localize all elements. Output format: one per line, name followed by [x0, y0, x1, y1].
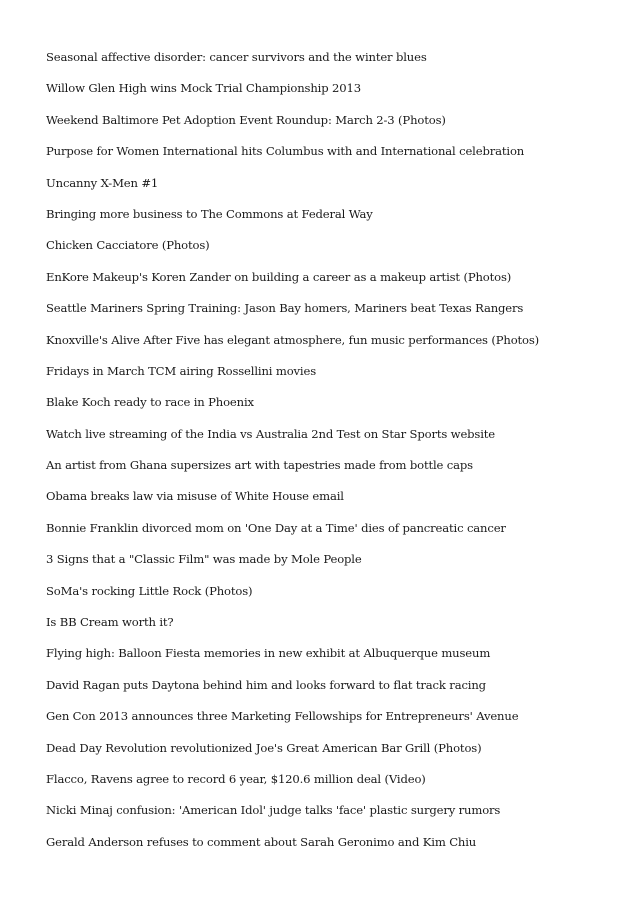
headline-item: Knoxville's Alive After Five has elegant atmosphere, fun music performances (Photos) — [46, 332, 540, 347]
headline-item: Flying high: Balloon Fiesta memories in new exhibit at Albuquerque museum — [46, 646, 491, 661]
headline-item: Bringing more business to The Commons at Federal Way — [46, 206, 373, 221]
headline-item: EnKore Makeup's Koren Zander on building a career as a makeup artist (Photos) — [46, 269, 512, 284]
headline-item: Seattle Mariners Spring Training: Jason Bay homers, Mariners beat Texas Rangers — [46, 301, 524, 316]
headline-item: Is BB Cream worth it? — [46, 615, 174, 630]
headline-item: Blake Koch ready to race in Phoenix — [46, 395, 254, 410]
headline-item: David Ragan puts Daytona behind him and looks forward to flat track racing — [46, 677, 486, 692]
headline-item: Watch live streaming of the India vs Australia 2nd Test on Star Sports website — [46, 426, 496, 441]
headline-item: Gerald Anderson refuses to comment about Sarah Geronimo and Kim Chiu — [46, 834, 477, 849]
headline-item: Chicken Cacciatore (Photos) — [46, 238, 210, 253]
headline-item: Willow Glen High wins Mock Trial Championship 2013 — [46, 81, 361, 96]
headline-item: Fridays in March TCM airing Rossellini movies — [46, 363, 316, 378]
headline-item: Purpose for Women International hits Columbus with and International celebration — [46, 144, 525, 159]
headline-item: Uncanny X-Men #1 — [46, 175, 159, 190]
headline-item: An artist from Ghana supersizes art with tapestries made from bottle caps — [46, 458, 473, 473]
headline-item: Flacco, Ravens agree to record 6 year, $120.6 million deal (Video) — [46, 771, 426, 786]
headline-item: SoMa's rocking Little Rock (Photos) — [46, 583, 253, 598]
headline-item: Obama breaks law via misuse of White House email — [46, 489, 344, 504]
headline-item: Bonnie Franklin divorced mom on 'One Day at a Time' dies of pancreatic cancer — [46, 520, 506, 535]
headline-item: Weekend Baltimore Pet Adoption Event Roundup: March 2-3 (Photos) — [46, 112, 446, 127]
headline-item: 3 Signs that a "Classic Film" was made by Mole People — [46, 552, 362, 567]
headline-item: Gen Con 2013 announces three Marketing Fellowships for Entrepreneurs' Avenue — [46, 709, 519, 724]
headline-item: Seasonal affective disorder: cancer survivors and the winter blues — [46, 50, 427, 64]
headline-list — [46, 48, 539, 864]
headline-item: Dead Day Revolution revolutionized Joe's Great American Bar Grill (Photos) — [46, 740, 482, 755]
headline-item: Nicki Minaj confusion: 'American Idol' judge talks 'face' plastic surgery rumors — [46, 803, 501, 818]
